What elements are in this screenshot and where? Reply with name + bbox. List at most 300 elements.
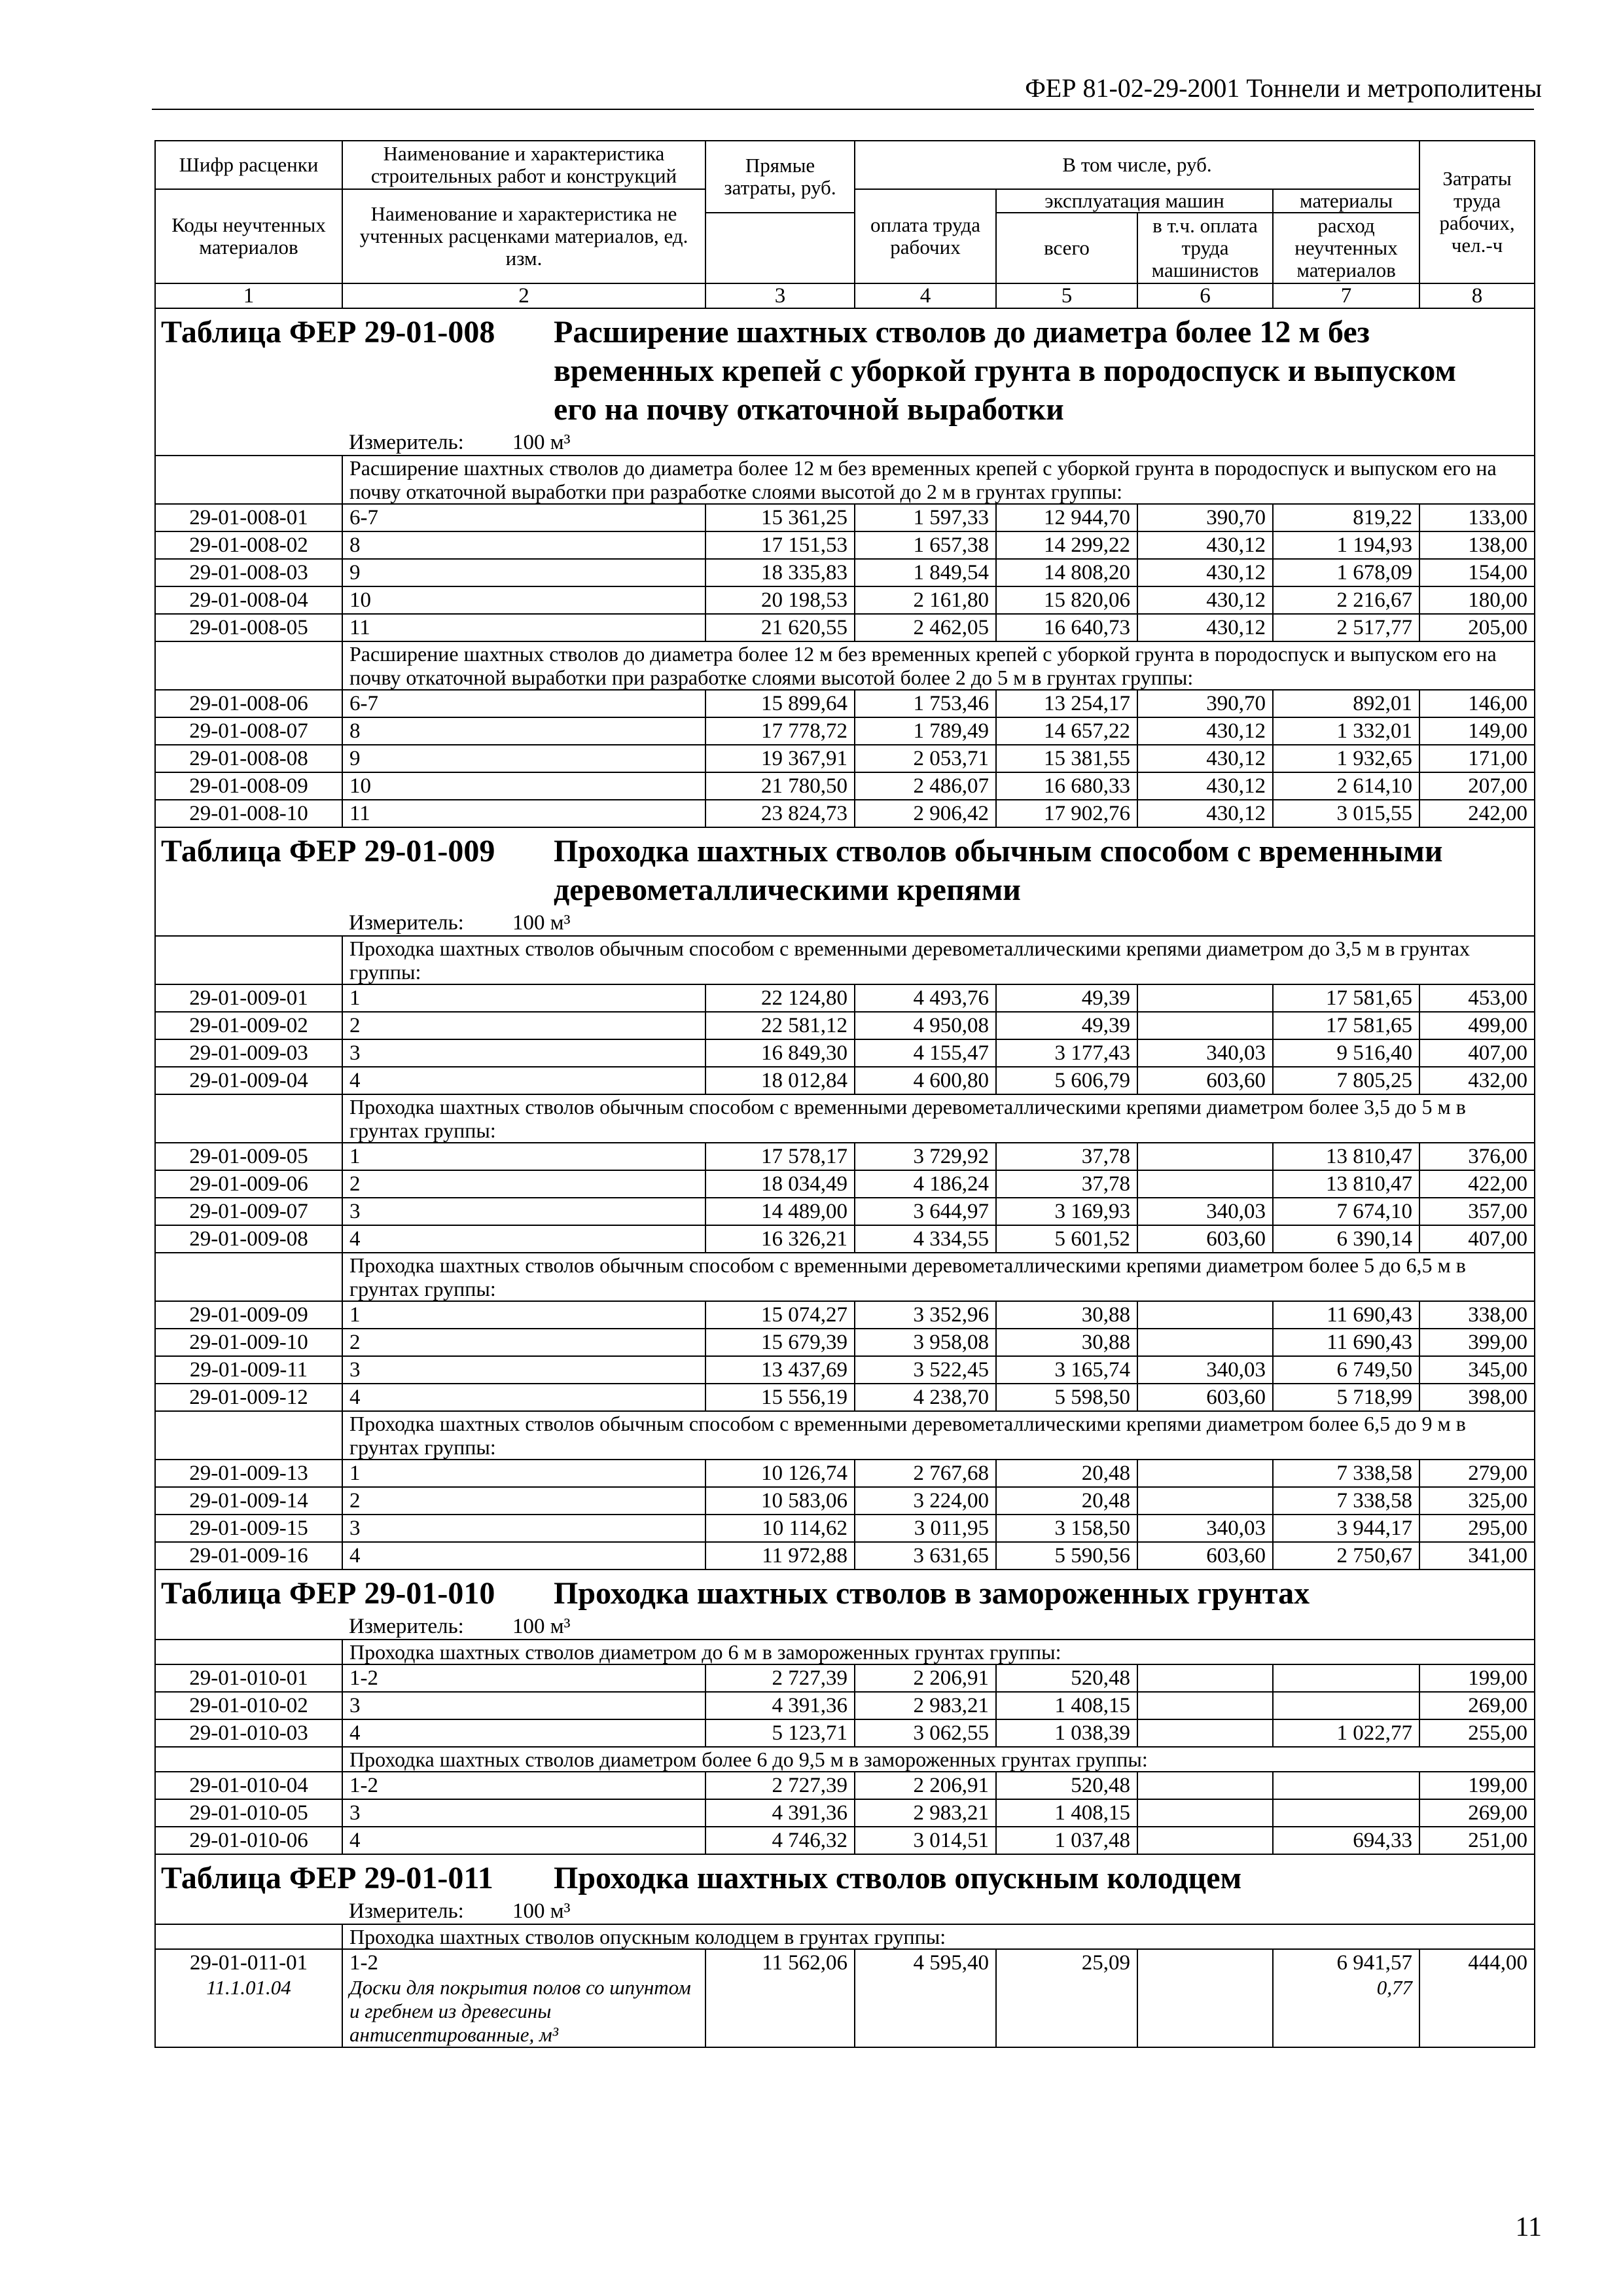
direct-costs: 17 778,72	[705, 717, 855, 745]
materials-value: 5 718,99	[1336, 1386, 1413, 1409]
labor: 432,00	[1419, 1067, 1535, 1094]
rate-name-value: 3	[349, 1358, 361, 1382]
materials	[1273, 1949, 1419, 2047]
group-description-row	[155, 1411, 1535, 1460]
rate-name-value: 4	[349, 1544, 361, 1568]
rate-code	[155, 690, 342, 717]
materials	[1273, 1487, 1419, 1515]
rate-name-value: 4	[349, 1227, 361, 1251]
table-row	[155, 559, 1535, 586]
direct-costs: 13 437,69	[705, 1356, 855, 1384]
worker-pay: 2 767,68	[855, 1460, 996, 1487]
meter-spacer	[155, 430, 342, 456]
table-row	[155, 1515, 1535, 1542]
machines-total: 1 408,15	[996, 1692, 1137, 1719]
rate-code	[155, 1949, 342, 2047]
worker-pay: 3 958,08	[855, 1329, 996, 1356]
machines-pay	[1137, 1692, 1273, 1719]
worker-pay: 4 238,70	[855, 1384, 996, 1411]
labor: 357,00	[1419, 1198, 1535, 1225]
material-name: Доски для покрытия полов со шпунтом и гребнем из древесины антисептированные, м³	[349, 1976, 691, 2046]
rate-name-value: 10	[349, 588, 371, 612]
rate-code-value: 29-01-008-02	[189, 533, 308, 557]
group-description-row	[155, 456, 1535, 504]
machines-pay	[1137, 1329, 1273, 1356]
direct-costs: 10 583,06	[705, 1487, 855, 1515]
rate-name	[342, 559, 705, 586]
direct-costs: 4 391,36	[705, 1692, 855, 1719]
worker-pay: 3 631,65	[855, 1542, 996, 1570]
meter-cell	[342, 430, 1535, 456]
group-description-spacer	[155, 1747, 342, 1772]
group-description-spacer	[155, 456, 342, 504]
table-row	[155, 1772, 1535, 1799]
group-description-spacer	[155, 1640, 342, 1664]
direct-costs: 15 556,19	[705, 1384, 855, 1411]
rate-name-value: 1-2	[349, 1666, 378, 1690]
labor: 205,00	[1419, 614, 1535, 641]
worker-pay: 3 729,92	[855, 1143, 996, 1170]
materials-value: 1 022,77	[1336, 1721, 1413, 1745]
machines-pay	[1137, 1487, 1273, 1515]
labor: 279,00	[1419, 1460, 1535, 1487]
table-row	[155, 1067, 1535, 1094]
materials-value: 6 941,57	[1336, 1951, 1413, 1975]
materials	[1273, 1143, 1419, 1170]
rate-name	[342, 800, 705, 827]
rate-name	[342, 1225, 705, 1253]
labor: 199,00	[1419, 1772, 1535, 1799]
direct-costs: 10 114,62	[705, 1515, 855, 1542]
header-materials-sub: расход неучтенных материалов	[1273, 213, 1419, 283]
rate-code-value: 29-01-008-03	[189, 561, 308, 584]
rate-name	[342, 1719, 705, 1747]
rate-code	[155, 1301, 342, 1329]
rate-code-value: 29-01-009-10	[189, 1331, 308, 1354]
table-row	[155, 1949, 1535, 2047]
materials-value: 7 805,25	[1336, 1069, 1413, 1092]
materials-value: 2 750,67	[1336, 1544, 1413, 1568]
machines-total: 49,39	[996, 984, 1137, 1012]
worker-pay: 3 224,00	[855, 1487, 996, 1515]
rate-code-value: 29-01-009-12	[189, 1386, 308, 1409]
meter-row	[155, 430, 1535, 456]
materials	[1273, 1329, 1419, 1356]
rate-code-value: 29-01-010-03	[189, 1721, 308, 1745]
table-code: Таблица ФЕР 29-01-009	[161, 834, 495, 869]
rate-name	[342, 1198, 705, 1225]
table-title: Расширение шахтных стволов до диаметра более 12 м без временных крепей с уборкой грунта в породоспуск и выпуском его на почву откаточной выработки	[554, 315, 1457, 427]
machines-pay: 603,60	[1137, 1067, 1273, 1094]
materials-value: 694,33	[1353, 1829, 1413, 1852]
group-description: Проходка шахтных стволов обычным способом с временными деревометаллическими крепями диаметром более 3,5 до 5 м в грунтах группы:	[342, 1094, 1535, 1143]
rate-code	[155, 1799, 342, 1827]
header-worker-pay: оплата труда рабочих	[855, 189, 996, 283]
rate-code	[155, 1329, 342, 1356]
materials	[1273, 1664, 1419, 1692]
group-description-row	[155, 1094, 1535, 1143]
direct-costs: 18 335,83	[705, 559, 855, 586]
materials-value: 1 194,93	[1336, 533, 1413, 557]
labor: 422,00	[1419, 1170, 1535, 1198]
rate-code	[155, 1143, 342, 1170]
rate-name-value: 2	[349, 1331, 361, 1354]
header-machines-total: всего	[996, 213, 1137, 283]
header-including: В том числе, руб.	[855, 141, 1419, 189]
worker-pay: 2 206,91	[855, 1664, 996, 1692]
rate-code-value: 29-01-009-09	[189, 1303, 308, 1327]
materials	[1273, 504, 1419, 531]
labor: 146,00	[1419, 690, 1535, 717]
materials	[1273, 1460, 1419, 1487]
rate-code-value: 29-01-008-06	[189, 692, 308, 715]
rate-code-value: 29-01-009-16	[189, 1544, 308, 1568]
machines-pay: 430,12	[1137, 531, 1273, 559]
worker-pay: 2 462,05	[855, 614, 996, 641]
materials	[1273, 1827, 1419, 1854]
worker-pay: 2 161,80	[855, 586, 996, 614]
meter-label: Измеритель:	[349, 1899, 464, 1923]
rate-name-value: 6-7	[349, 506, 378, 529]
group-description: Проходка шахтных стволов обычным способом с временными деревометаллическими крепями диаметром более 5 до 6,5 м в грунтах группы:	[342, 1253, 1535, 1301]
worker-pay: 4 600,80	[855, 1067, 996, 1094]
direct-costs: 18 034,49	[705, 1170, 855, 1198]
rate-code-value: 29-01-009-14	[189, 1489, 308, 1513]
rate-name	[342, 1012, 705, 1039]
meter-value: 100 м³	[512, 1899, 571, 1923]
machines-total: 30,88	[996, 1329, 1137, 1356]
materials-value: 17 581,65	[1326, 986, 1413, 1010]
table-row	[155, 504, 1535, 531]
machines-pay: 430,12	[1137, 745, 1273, 772]
machines-total: 5 606,79	[996, 1067, 1137, 1094]
labor: 398,00	[1419, 1384, 1535, 1411]
rate-code-value: 29-01-010-06	[189, 1829, 308, 1852]
direct-costs: 4 391,36	[705, 1799, 855, 1827]
rate-name-value: 1-2	[349, 1774, 378, 1797]
worker-pay: 1 753,46	[855, 690, 996, 717]
rate-name	[342, 1170, 705, 1198]
materials	[1273, 1356, 1419, 1384]
meter-label: Измеритель:	[349, 911, 464, 935]
rate-name	[342, 772, 705, 800]
machines-total: 3 158,50	[996, 1515, 1137, 1542]
group-description-spacer	[155, 936, 342, 984]
column-number-4: 4	[855, 283, 996, 308]
meter-label: Измеритель:	[349, 431, 464, 454]
rate-name-value: 8	[349, 719, 361, 743]
rate-name	[342, 1356, 705, 1384]
materials	[1273, 1772, 1419, 1799]
worker-pay: 3 014,51	[855, 1827, 996, 1854]
direct-costs: 2 727,39	[705, 1664, 855, 1692]
direct-costs: 21 620,55	[705, 614, 855, 641]
group-description-row	[155, 1747, 1535, 1772]
machines-total: 1 037,48	[996, 1827, 1137, 1854]
rate-code	[155, 745, 342, 772]
materials	[1273, 1692, 1419, 1719]
table-heading-row	[155, 1854, 1535, 1899]
machines-pay	[1137, 1949, 1273, 2047]
header-direct-costs-tail	[705, 213, 855, 283]
header-materials: материалы	[1273, 189, 1419, 213]
table-heading-row	[155, 827, 1535, 910]
direct-costs: 16 326,21	[705, 1225, 855, 1253]
labor: 251,00	[1419, 1827, 1535, 1854]
rate-code-value: 29-01-009-01	[189, 986, 308, 1010]
worker-pay: 2 983,21	[855, 1692, 996, 1719]
meter-value: 100 м³	[512, 911, 571, 935]
worker-pay: 4 186,24	[855, 1170, 996, 1198]
group-description-spacer	[155, 1094, 342, 1143]
materials-value: 7 338,58	[1336, 1489, 1413, 1513]
header-rule	[152, 109, 1534, 110]
group-description-spacer	[155, 1924, 342, 1949]
machines-pay	[1137, 1827, 1273, 1854]
labor: 207,00	[1419, 772, 1535, 800]
materials	[1273, 1542, 1419, 1570]
meter-cell	[342, 1899, 1535, 1924]
labor: 376,00	[1419, 1143, 1535, 1170]
direct-costs: 22 124,80	[705, 984, 855, 1012]
worker-pay: 3 352,96	[855, 1301, 996, 1329]
table-code: Таблица ФЕР 29-01-008	[161, 315, 495, 350]
labor: 199,00	[1419, 1664, 1535, 1692]
worker-pay: 4 950,08	[855, 1012, 996, 1039]
rate-code	[155, 1542, 342, 1570]
machines-total: 30,88	[996, 1301, 1137, 1329]
labor: 341,00	[1419, 1542, 1535, 1570]
machines-pay	[1137, 984, 1273, 1012]
worker-pay: 2 206,91	[855, 1772, 996, 1799]
worker-pay: 2 486,07	[855, 772, 996, 800]
worker-pay: 3 522,45	[855, 1356, 996, 1384]
worker-pay: 3 062,55	[855, 1719, 996, 1747]
rate-code	[155, 1039, 342, 1067]
machines-total: 37,78	[996, 1143, 1137, 1170]
header-code-cell: Шифр расценки	[155, 141, 342, 189]
labor: 149,00	[1419, 717, 1535, 745]
materials	[1273, 586, 1419, 614]
rate-code-value: 29-01-009-07	[189, 1200, 308, 1223]
group-description: Проходка шахтных стволов обычным способом с временными деревометаллическими крепями диаметром до 3,5 м в грунтах группы:	[342, 936, 1535, 984]
header-name-alt-cell: Наименование и характеристика не учтенных расценками материалов, ед. изм.	[342, 189, 705, 283]
machines-total: 3 169,93	[996, 1198, 1137, 1225]
rate-name	[342, 1067, 705, 1094]
materials-value: 7 674,10	[1336, 1200, 1413, 1223]
direct-costs: 2 727,39	[705, 1772, 855, 1799]
rate-code	[155, 614, 342, 641]
machines-total: 17 902,76	[996, 800, 1137, 827]
rate-name	[342, 1301, 705, 1329]
table-heading	[155, 1570, 1535, 1614]
meter-value: 100 м³	[512, 1615, 571, 1638]
table-row	[155, 531, 1535, 559]
direct-costs: 14 489,00	[705, 1198, 855, 1225]
table-heading	[155, 827, 1535, 910]
worker-pay: 3 011,95	[855, 1515, 996, 1542]
rate-code-value: 29-01-008-05	[189, 616, 308, 639]
machines-total: 14 808,20	[996, 559, 1137, 586]
rate-code-value: 29-01-009-05	[189, 1145, 308, 1168]
direct-costs: 11 972,88	[705, 1542, 855, 1570]
rate-code-value: 29-01-010-05	[189, 1801, 308, 1825]
labor: 255,00	[1419, 1719, 1535, 1747]
labor: 444,00	[1419, 1949, 1535, 2047]
table-row	[155, 984, 1535, 1012]
materials-value: 2 216,67	[1336, 588, 1413, 612]
rate-code-value: 29-01-008-10	[189, 802, 308, 825]
group-description: Расширение шахтных стволов до диаметра более 12 м без временных крепей с уборкой грунта в породоспуск и выпуском его на почву откаточной выработки при разработке слоями высотой до 2 м в грунтах группы:	[342, 456, 1535, 504]
column-number-2: 2	[342, 283, 705, 308]
rate-code-value: 29-01-009-02	[189, 1014, 308, 1037]
group-description-row	[155, 1253, 1535, 1301]
materials-value: 1 332,01	[1336, 719, 1413, 743]
rate-name-value: 8	[349, 533, 361, 557]
machines-pay: 340,03	[1137, 1039, 1273, 1067]
column-number-6: 6	[1137, 283, 1273, 308]
group-description: Расширение шахтных стволов до диаметра более 12 м без временных крепей с уборкой грунта в породоспуск и выпуском его на почву откаточной выработки при разработке слоями высотой более 2 до 5 м в грунтах группы:	[342, 641, 1535, 690]
table-heading-row	[155, 1570, 1535, 1614]
machines-total: 15 381,55	[996, 745, 1137, 772]
rate-code-value: 29-01-009-03	[189, 1041, 308, 1065]
table-heading-row	[155, 308, 1535, 430]
materials	[1273, 745, 1419, 772]
table-row	[155, 690, 1535, 717]
column-number-7: 7	[1273, 283, 1419, 308]
machines-total: 37,78	[996, 1170, 1137, 1198]
machines-pay: 430,12	[1137, 772, 1273, 800]
rate-code-value: 29-01-009-13	[189, 1462, 308, 1485]
meter-row	[155, 1899, 1535, 1924]
header-direct-costs: Прямые затраты, руб.	[705, 141, 855, 213]
table-row	[155, 1487, 1535, 1515]
rate-name	[342, 1799, 705, 1827]
worker-pay: 4 155,47	[855, 1039, 996, 1067]
table-row	[155, 586, 1535, 614]
materials-value: 13 810,47	[1326, 1145, 1413, 1168]
worker-pay: 3 644,97	[855, 1198, 996, 1225]
table-row	[155, 1301, 1535, 1329]
group-description-spacer	[155, 1253, 342, 1301]
table-row	[155, 772, 1535, 800]
direct-costs: 15 679,39	[705, 1329, 855, 1356]
labor: 399,00	[1419, 1329, 1535, 1356]
rate-name	[342, 1329, 705, 1356]
labor: 453,00	[1419, 984, 1535, 1012]
machines-pay: 340,03	[1137, 1515, 1273, 1542]
labor: 171,00	[1419, 745, 1535, 772]
rate-name	[342, 1039, 705, 1067]
machines-total: 3 177,43	[996, 1039, 1137, 1067]
machines-pay: 430,12	[1137, 717, 1273, 745]
machines-pay: 390,70	[1137, 690, 1273, 717]
machines-total: 3 165,74	[996, 1356, 1137, 1384]
direct-costs: 15 074,27	[705, 1301, 855, 1329]
table-row	[155, 1664, 1535, 1692]
group-description: Проходка шахтных стволов диаметром более 6 до 9,5 м в замороженных грунтах группы:	[342, 1747, 1535, 1772]
header-machines-pay: в т.ч. оплата труда машинистов	[1137, 213, 1273, 283]
direct-costs: 21 780,50	[705, 772, 855, 800]
labor: 154,00	[1419, 559, 1535, 586]
materials	[1273, 1198, 1419, 1225]
materials	[1273, 614, 1419, 641]
rate-code	[155, 1067, 342, 1094]
materials	[1273, 1515, 1419, 1542]
group-description-row	[155, 641, 1535, 690]
machines-total: 25,09	[996, 1949, 1137, 2047]
rate-code	[155, 1170, 342, 1198]
rate-code-value: 29-01-010-02	[189, 1694, 308, 1717]
rate-name	[342, 984, 705, 1012]
rate-name	[342, 1692, 705, 1719]
labor: 269,00	[1419, 1799, 1535, 1827]
rate-name	[342, 1772, 705, 1799]
rate-name-value: 3	[349, 1801, 361, 1825]
machines-pay: 430,12	[1137, 586, 1273, 614]
machines-pay	[1137, 1301, 1273, 1329]
table-row	[155, 1460, 1535, 1487]
materials-value: 2 517,77	[1336, 616, 1413, 639]
rate-code	[155, 772, 342, 800]
rate-code-value: 29-01-009-04	[189, 1069, 308, 1092]
direct-costs: 17 151,53	[705, 531, 855, 559]
header-name-cell: Наименование и характеристика строительных работ и конструкций	[342, 141, 705, 189]
direct-costs: 5 123,71	[705, 1719, 855, 1747]
materials	[1273, 1799, 1419, 1827]
worker-pay: 2 906,42	[855, 800, 996, 827]
machines-total: 520,48	[996, 1772, 1137, 1799]
machines-pay: 430,12	[1137, 559, 1273, 586]
page-number: 11	[1515, 2212, 1542, 2242]
rate-name	[342, 614, 705, 641]
materials-value: 13 810,47	[1326, 1172, 1413, 1196]
table-row	[155, 800, 1535, 827]
material-code: 11.1.01.04	[206, 1976, 291, 1999]
rate-code	[155, 1356, 342, 1384]
group-description-spacer	[155, 1411, 342, 1460]
machines-pay: 340,03	[1137, 1198, 1273, 1225]
materials	[1273, 1225, 1419, 1253]
rate-name	[342, 1487, 705, 1515]
rate-name	[342, 1384, 705, 1411]
labor: 338,00	[1419, 1301, 1535, 1329]
machines-pay	[1137, 1143, 1273, 1170]
table-row	[155, 1225, 1535, 1253]
rate-name-value: 1-2	[349, 1951, 378, 1975]
materials-value: 6 390,14	[1336, 1227, 1413, 1251]
machines-total: 520,48	[996, 1664, 1137, 1692]
table-row	[155, 1542, 1535, 1570]
table-title: Проходка шахтных стволов опускным колодцем	[554, 1861, 1242, 1895]
column-number-3: 3	[705, 283, 855, 308]
rate-code-value: 29-01-008-01	[189, 506, 308, 529]
meter-cell	[342, 910, 1535, 936]
materials-value: 3 944,17	[1336, 1516, 1413, 1540]
rate-code	[155, 984, 342, 1012]
rate-code-value: 29-01-008-07	[189, 719, 308, 743]
materials	[1273, 772, 1419, 800]
machines-pay: 430,12	[1137, 614, 1273, 641]
rate-name-value: 3	[349, 1041, 361, 1065]
rate-code	[155, 1487, 342, 1515]
materials	[1273, 1719, 1419, 1747]
table-title: Проходка шахтных стволов обычным способом с временными деревометаллическими крепями	[554, 834, 1443, 907]
labor: 180,00	[1419, 586, 1535, 614]
rate-name	[342, 1542, 705, 1570]
rate-name-value: 1	[349, 1145, 361, 1168]
table-row	[155, 1012, 1535, 1039]
